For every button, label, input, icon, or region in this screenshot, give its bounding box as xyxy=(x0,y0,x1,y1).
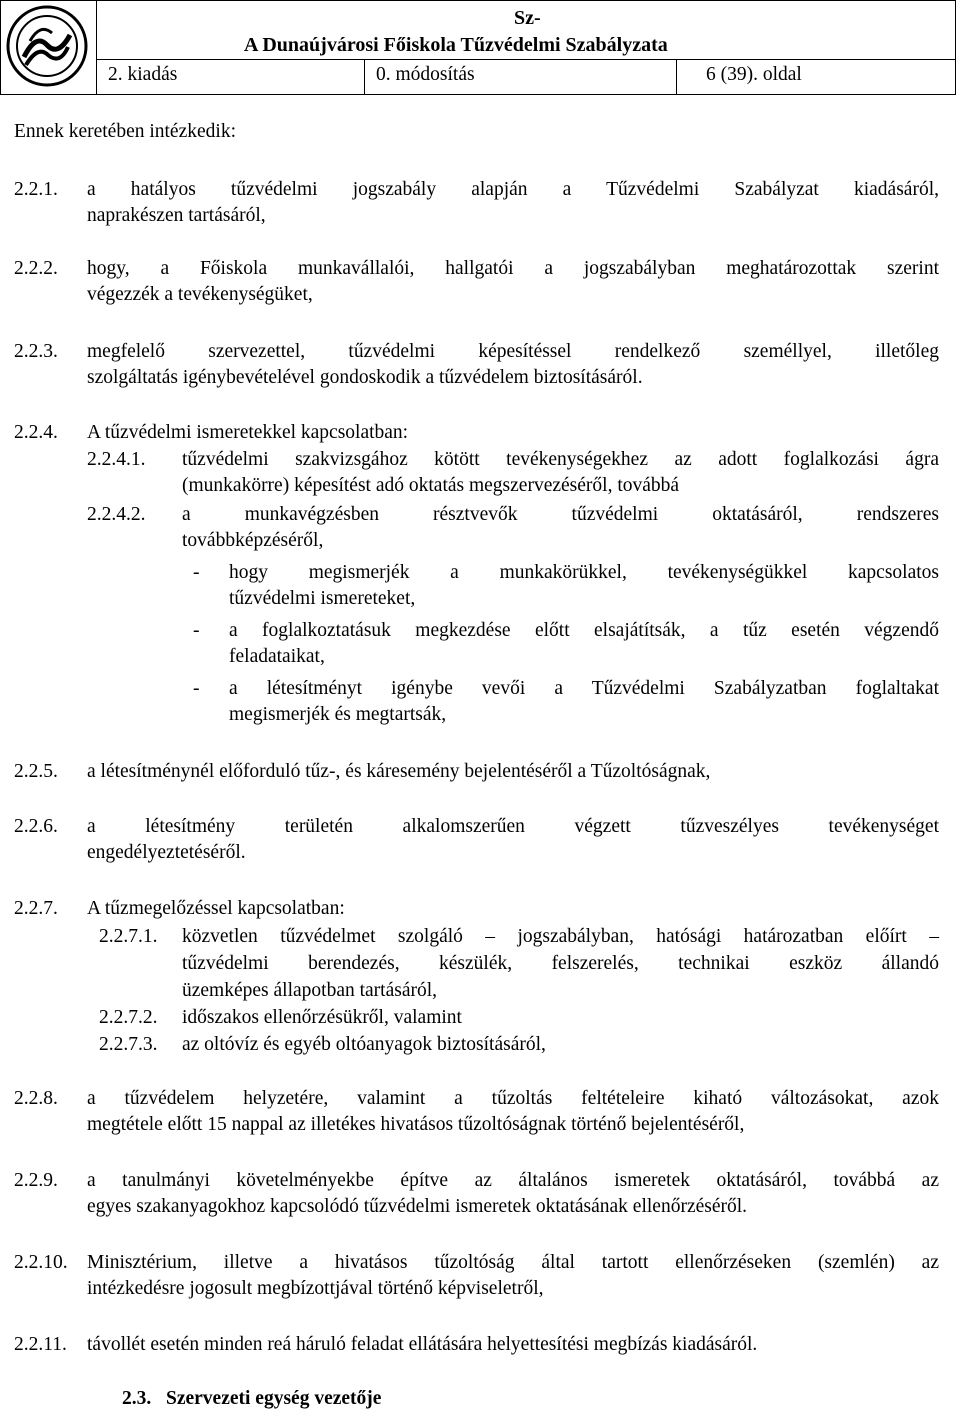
item-text-line: a tanulmányi követelményekbe építve az általános ismeretek oktatásáról, továbbá az xyxy=(87,1170,939,1191)
subitem-text-line: az oltóvíz és egyéb oltóanyagok biztosításáról, xyxy=(182,1034,546,1055)
dash-text-line: a foglalkoztatásuk megkezdése előtt elsajátítsák, a tűz esetén végzendő xyxy=(229,620,939,641)
header-border-top xyxy=(0,0,956,1)
item-number: 2.2.2. xyxy=(14,258,58,279)
dash-text-line: hogy megismerjék a munkakörükkel, tevékenységükkel kapcsolatos xyxy=(229,562,939,583)
subitem-text-line: (munkakörre) képesítést adó oktatás megszervezéséről, továbbá xyxy=(182,475,680,496)
item-text-line: a hatályos tűzvédelmi jogszabály alapján a Tűzvédelmi Szabályzat kiadásáról, xyxy=(87,179,939,200)
header-title-line2: A Dunaújvárosi Főiskola Tűzvédelmi Szabályzata xyxy=(244,34,668,56)
dash-text-line: feladataikat, xyxy=(229,646,325,667)
subitem-text-line: tűzvédelmi berendezés, készülék, felszerelés, technikai eszköz állandó xyxy=(182,953,939,974)
subitem-text-line: tűzvédelmi szakvizsgához kötött tevékenységekhez az adott foglalkozási ágra xyxy=(182,449,939,470)
header-edition: 2. kiadás xyxy=(108,64,178,85)
item-text-line: végezzék a tevékenységüket, xyxy=(87,284,313,305)
item-text-line: távollét esetén minden reá háruló feladat ellátására helyettesítési megbízás kiadásáról. xyxy=(87,1334,758,1355)
dash-bullet: - xyxy=(193,678,200,699)
section-title: Szervezeti egység vezetője xyxy=(166,1388,382,1409)
header-logo-divider xyxy=(96,0,97,95)
item-text-line: a tűzvédelem helyzetére, valamint a tűzoltás feltételeire kiható változásokat, azok xyxy=(87,1088,939,1109)
intro-text: Ennek keretében intézkedik: xyxy=(14,121,236,142)
section-number: 2.3. xyxy=(122,1388,152,1409)
header-row-divider xyxy=(96,59,956,60)
header-cell-divider-1 xyxy=(364,59,365,95)
dash-bullet: - xyxy=(193,562,200,583)
subitem-text-line: a munkavégzésben résztvevők tűzvédelmi oktatásáról, rendszeres xyxy=(182,504,939,525)
subitem-text-line: időszakos ellenőrzésükről, valamint xyxy=(182,1007,462,1028)
subitem-number: 2.2.7.2. xyxy=(99,1007,158,1028)
item-text-line: megtétele előtt 15 nappal az illetékes hivatásos tűzoltóságnak történő bejelentéséről, xyxy=(87,1114,745,1135)
subitem-number: 2.2.7.3. xyxy=(99,1034,158,1055)
header-page-number: 6 (39). oldal xyxy=(706,64,802,85)
item-number: 2.2.9. xyxy=(14,1170,58,1191)
item-text-line: intézkedésre jogosult megbízottjával történő képviseletről, xyxy=(87,1278,544,1299)
item-text-line: a létesítmény területén alkalomszerűen végzett tűzveszélyes tevékenységet xyxy=(87,816,939,837)
item-text-line: A tűzvédelmi ismeretekkel kapcsolatban: xyxy=(87,422,409,443)
subitem-number: 2.2.7.1. xyxy=(99,926,158,947)
header-border-left xyxy=(0,0,1,95)
subitem-text-line: közvetlen tűzvédelmet szolgáló – jogszabályban, hatósági határozatban előírt – xyxy=(182,926,939,947)
dash-bullet: - xyxy=(193,620,200,641)
item-text-line: a létesítménynél előforduló tűz-, és káresemény bejelentéséről a Tűzoltóságnak, xyxy=(87,761,711,782)
dash-text-line: megismerjék és megtartsák, xyxy=(229,704,447,725)
college-logo-icon xyxy=(6,5,88,87)
dash-text-line: a létesítményt igénybe vevői a Tűzvédelmi Szabályzatban foglaltakat xyxy=(229,678,939,699)
item-number: 2.2.1. xyxy=(14,179,58,200)
dash-text-line: tűzvédelmi ismereteket, xyxy=(229,588,416,609)
item-text-line: szolgáltatás igénybevételével gondoskodik a tűzvédelem biztosításáról. xyxy=(87,367,643,388)
item-number: 2.2.7. xyxy=(14,898,58,919)
item-number: 2.2.6. xyxy=(14,816,58,837)
header-border-right xyxy=(955,0,956,95)
item-number: 2.2.10. xyxy=(14,1252,68,1273)
header-cell-divider-2 xyxy=(676,59,677,95)
item-number: 2.2.11. xyxy=(14,1334,67,1355)
item-number: 2.2.3. xyxy=(14,341,58,362)
item-text-line: Minisztérium, illetve a hivatásos tűzoltóság által tartott ellenőrzéseken (szemlén) az xyxy=(87,1252,939,1273)
item-number: 2.2.8. xyxy=(14,1088,58,1109)
header-modification: 0. módosítás xyxy=(376,64,475,85)
header-title-line1: Sz- xyxy=(514,7,541,29)
item-number: 2.2.5. xyxy=(14,761,58,782)
item-text-line: engedélyeztetéséről. xyxy=(87,842,246,863)
item-text-line: naprakészen tartásáról, xyxy=(87,205,266,226)
item-text-line: A tűzmegelőzéssel kapcsolatban: xyxy=(87,898,345,919)
item-text-line: megfelelő szervezettel, tűzvédelmi képesítéssel rendelkező személlyel, illetőleg xyxy=(87,341,939,362)
subitem-text-line: továbbképzéséről, xyxy=(182,530,324,551)
subitem-text-line: üzemképes állapotban tartásáról, xyxy=(182,980,438,1001)
header-border-bottom xyxy=(0,94,956,95)
item-text-line: hogy, a Főiskola munkavállalói, hallgatói a jogszabályban meghatározottak szerint xyxy=(87,258,939,279)
document-header xyxy=(0,0,956,95)
subitem-number: 2.2.4.2. xyxy=(87,504,146,525)
subitem-number: 2.2.4.1. xyxy=(87,449,146,470)
item-number: 2.2.4. xyxy=(14,422,58,443)
item-text-line: egyes szakanyagokhoz kapcsolódó tűzvédelmi ismeretek oktatásának ellenőrzéséről. xyxy=(87,1196,748,1217)
